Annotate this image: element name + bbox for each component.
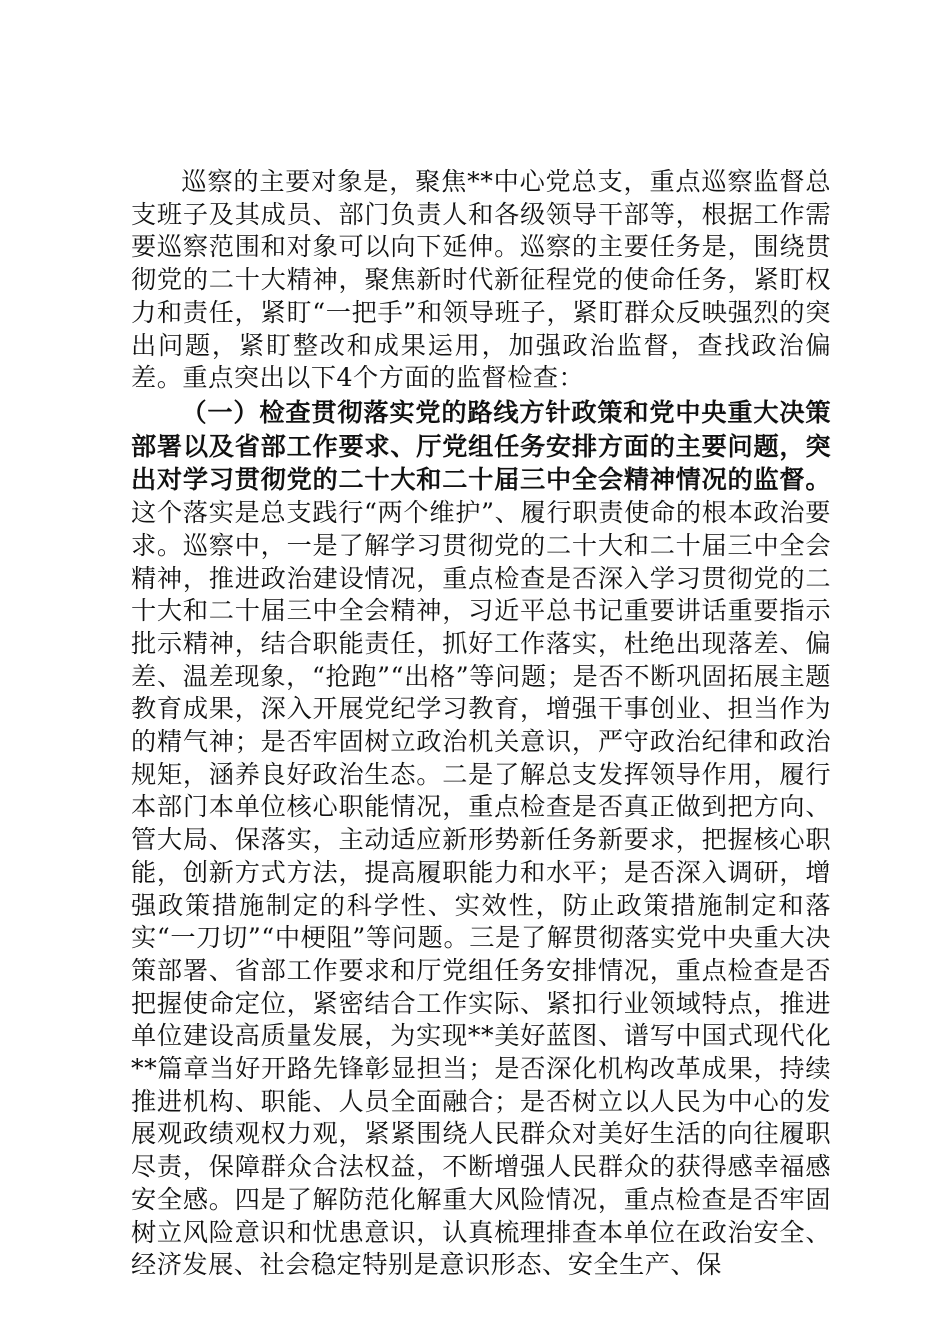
section-paragraph [131, 396, 831, 1282]
body-paragraph: 巡察的主要对象是，聚焦**中心党总支，重点巡察监督总支班子及其成员、部门负责人和各级领导干部等，根据工作需要巡察范围和对象可以向下延伸。巡察的主要任务是，围绕贯彻党的二十大精神，聚焦新时代新征程党的使命任务，紧盯权力和责任，紧盯“一把手”和领导班子，紧盯群众反映强烈的突出问题，紧盯整改和成果运用，加强政治监督，查找政治偏差。重点突出以下4个方面的监督检查： [131, 167, 831, 393]
section-heading: （一）检查贯彻落实党的路线方针政策和党中央重大决策部署以及省部工作要求、厅党组任务安排方面的主要问题，突出对学习贯彻党的二十大和二十届三中全会精神情况的监督。 [131, 397, 831, 495]
section-body: 这个落实是总支践行“两个维护”、履行职责使命的根本政治要求。巡察中，一是了解学习贯彻党的二十大和二十届三中全会精神，推进政治建设情况，重点检查是否深入学习贯彻党的二十大和二十届三中全会精神，习近平总书记重要讲话重要指示批示精神，结合职能责任，抓好工作落实，杜绝出现落差、偏差、温差现象，“抢跑”“出格”等问题；是否不断巩固拓展主题教育成果，深入开展党纪学习教育，增强干事创业、担当作为的精气神；是否牢固树立政治机关意识，严守政治纪律和政治规矩，涵养良好政治生态。二是了解总支发挥领导作用，履行本部门本单位核心职能情况，重点检查是否真正做到把方向、管大局、保落实，主动适应新形势新任务新要求，把握核心职能，创新方式方法，提高履职能力和水平；是否深入调研，增强政策措施制定的科学性、实效性，防止政策措施制定和落实“一刀切”“中梗阻”等问题。三是了解贯彻落实党中央重大决策部署、省部工作要求和厅党组任务安排情况，重点检查是否把握使命定位，紧密结合工作实际、紧扣行业领域特点，推进单位建设高质量发展，为实现**美好蓝图、谱写中国式现代化**篇章当好开路先锋彰显担当；是否深化机构改革成果，持续推进机构、职能、人员全面融合；是否树立以人民为中心的发展观政绩观权力观，紧紧围绕人民群众对美好生活的向往履职尽责，保障群众合法权益，不断增强人民群众的获得感幸福感安全感。四是了解防范化解重大风险情况，重点检查是否牢固树立风险意识和忧患意识，认真梳理排查本单位在政治安全、经济发展、社会稳定特别是意识形态、安全生产、保 [131, 498, 831, 1280]
